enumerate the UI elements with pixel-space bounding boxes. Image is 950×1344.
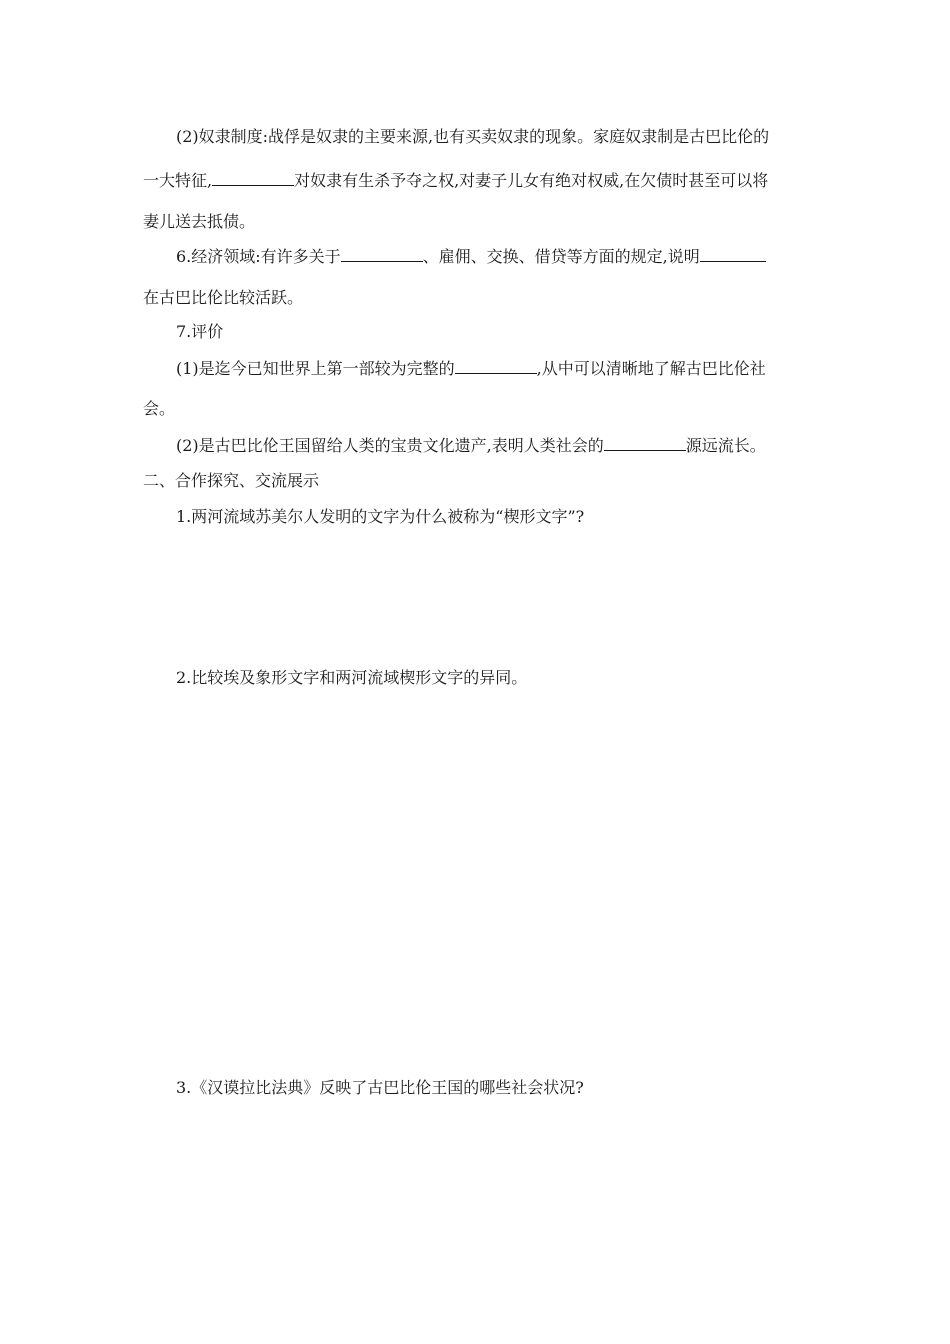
text-span: 在古巴比伦比较活跃。 bbox=[143, 288, 304, 307]
item-6-line-1 bbox=[176, 245, 766, 267]
text-span: 妻儿送去抵债。 bbox=[143, 212, 256, 231]
item-7-sub-1-line-1 bbox=[176, 357, 766, 379]
question-1 bbox=[176, 506, 584, 528]
fill-in-blank[interactable] bbox=[212, 169, 294, 186]
text-span: 6.经济领域:有许多关于 bbox=[176, 247, 341, 266]
text-span: ,从中可以清晰地了解古巴比伦社 bbox=[536, 359, 766, 378]
item-7-sub-2 bbox=[176, 434, 766, 456]
item-5-2-line-2 bbox=[143, 169, 768, 191]
text-span: 二、合作探究、交流展示 bbox=[143, 471, 320, 490]
question-3 bbox=[176, 1077, 584, 1099]
text-span: (2)是古巴比伦王国留给人类的宝贵文化遗产,表明人类社会的 bbox=[176, 436, 604, 455]
section-2-heading bbox=[143, 470, 319, 492]
item-7-heading bbox=[176, 321, 223, 343]
item-5-2-line-1 bbox=[176, 126, 769, 148]
text-span: 7.评价 bbox=[176, 322, 224, 341]
text-span: 源远流长。 bbox=[685, 436, 766, 455]
fill-in-blank[interactable] bbox=[700, 245, 766, 262]
text-span: 、雇佣、交换、借贷等方面的规定,说明 bbox=[422, 247, 700, 266]
question-2 bbox=[176, 667, 527, 689]
text-span: 一大特征, bbox=[143, 171, 213, 190]
text-span: 2.比较埃及象形文字和两河流域楔形文字的异同。 bbox=[176, 668, 528, 687]
fill-in-blank[interactable] bbox=[604, 434, 686, 451]
text-span: 对奴隶有生杀予夺之权,对妻子儿女有绝对权威,在欠债时甚至可以将 bbox=[294, 171, 769, 190]
text-span: (1)是迄今已知世界上第一部较为完整的 bbox=[176, 359, 455, 378]
item-5-2-line-3 bbox=[143, 211, 255, 233]
text-span: 3.《汉谟拉比法典》反映了古巴比伦王国的哪些社会状况? bbox=[176, 1078, 584, 1097]
text-span: (2)奴隶制度:战俘是奴隶的主要来源,也有买卖奴隶的现象。家庭奴隶制是古巴比伦的 bbox=[176, 127, 770, 146]
item-6-line-2 bbox=[143, 287, 303, 309]
text-span: 会。 bbox=[143, 399, 176, 418]
fill-in-blank[interactable] bbox=[455, 357, 537, 374]
fill-in-blank[interactable] bbox=[341, 245, 423, 262]
item-7-sub-1-line-2 bbox=[143, 398, 175, 420]
text-span: 1.两河流域苏美尔人发明的文字为什么被称为“楔形文字”? bbox=[176, 507, 585, 526]
